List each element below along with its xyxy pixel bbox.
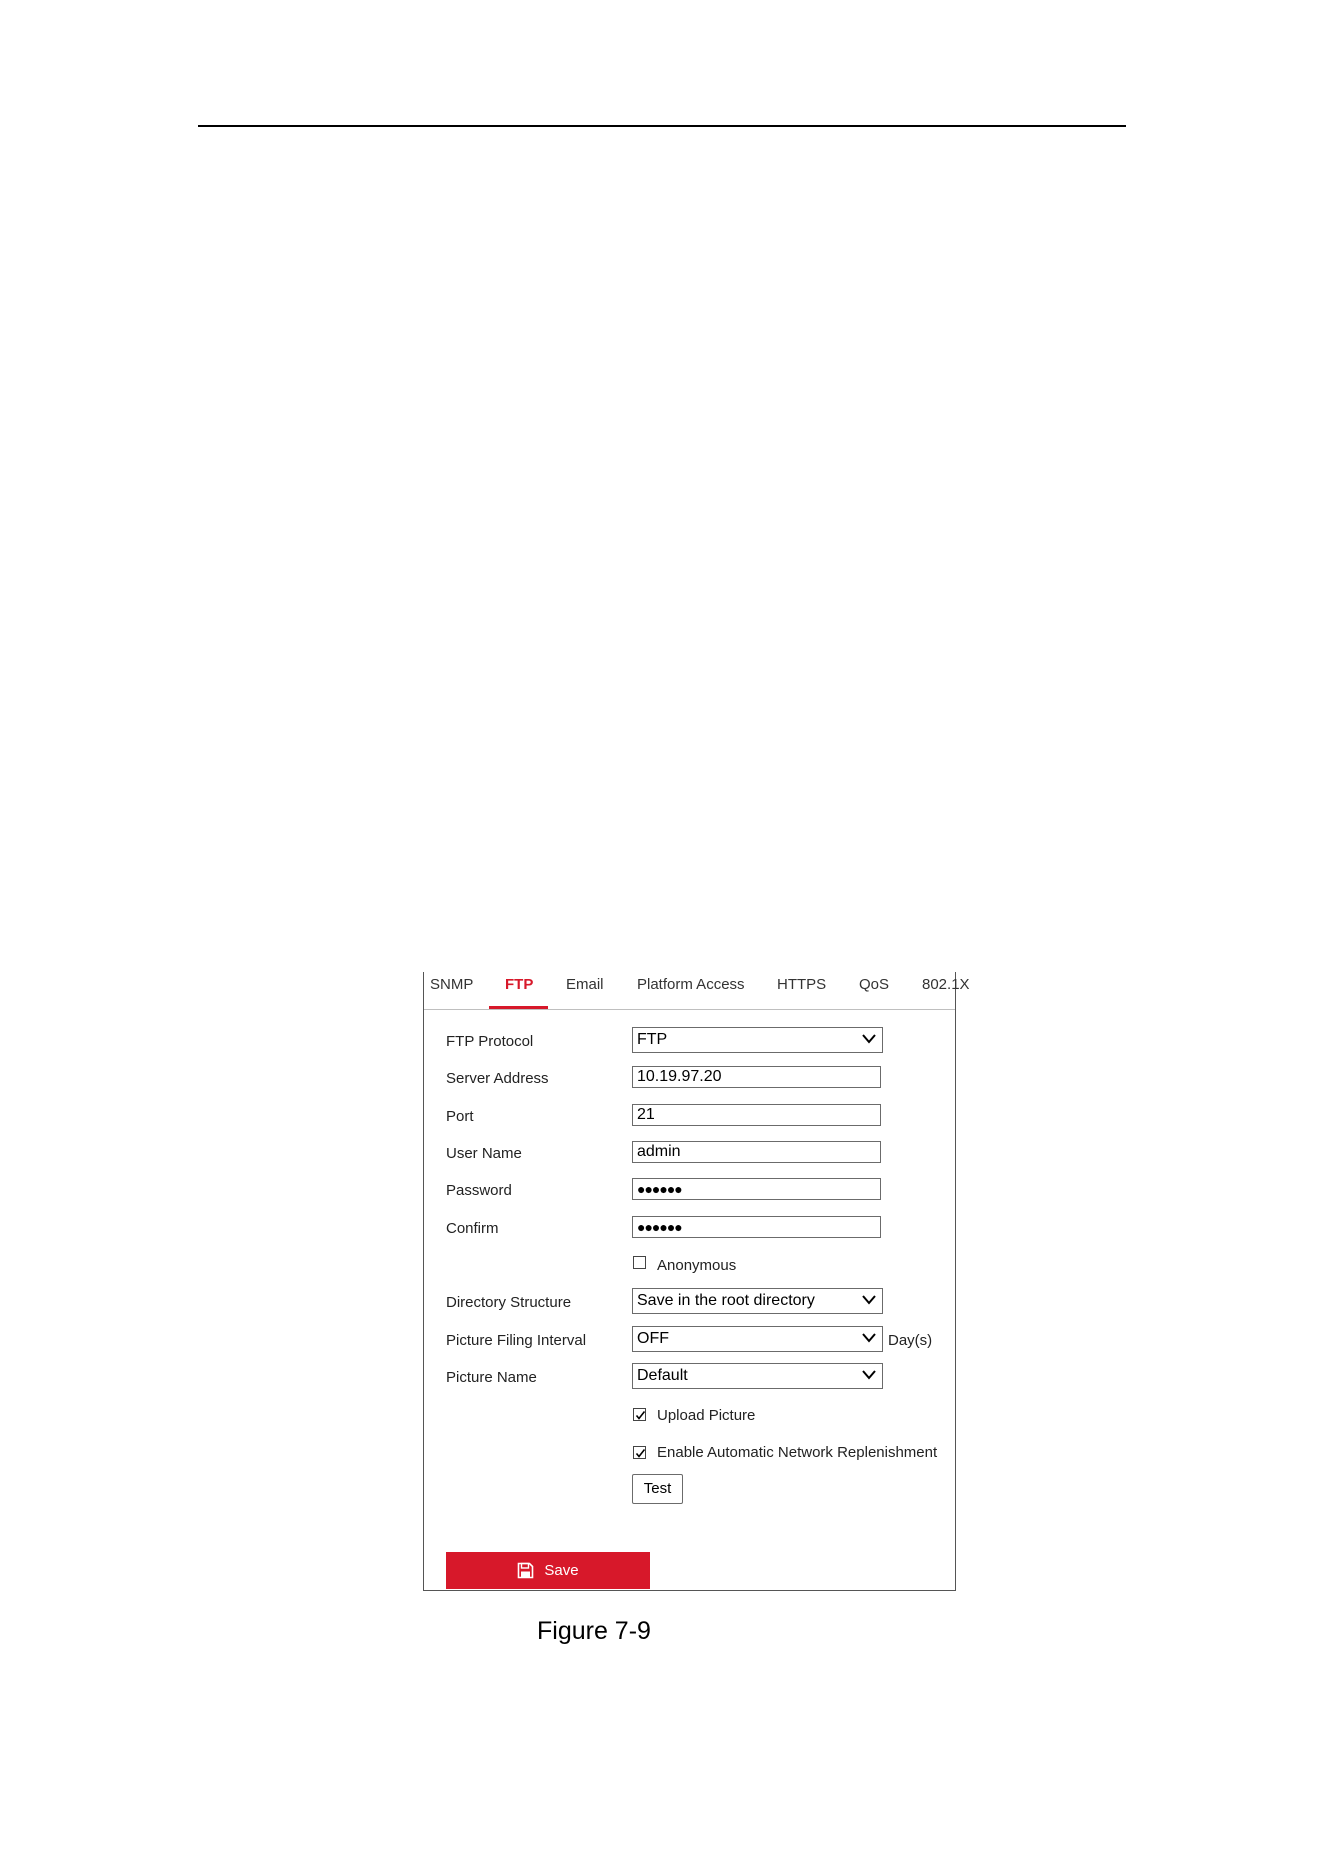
password-input[interactable]: ●●●●●●	[632, 1178, 881, 1200]
chevron-down-icon	[862, 1370, 876, 1380]
picture-filing-interval-label: Picture Filing Interval	[446, 1332, 587, 1349]
server-address-label: Server Address	[446, 1070, 549, 1087]
chevron-down-icon	[862, 1295, 876, 1305]
upload-picture-label: Upload Picture	[657, 1407, 756, 1424]
page-header-rule	[198, 125, 1126, 127]
picture-name-select[interactable]	[632, 1363, 883, 1389]
save-icon	[517, 1562, 534, 1579]
anr-checkbox[interactable]	[633, 1446, 646, 1459]
directory-structure-label: Directory Structure	[446, 1294, 572, 1311]
tab-bar	[424, 972, 970, 1010]
directory-structure-value: Save in the root directory	[637, 1292, 815, 1309]
user-name-label: User Name	[446, 1145, 522, 1162]
tab-snmp[interactable]: SNMP	[430, 976, 474, 993]
anonymous-label: Anonymous	[657, 1257, 737, 1274]
tab-qos[interactable]: QoS	[859, 976, 890, 993]
tab-https[interactable]: HTTPS	[777, 976, 827, 993]
tab-email[interactable]: Email	[566, 976, 604, 993]
user-name-input[interactable]: admin	[632, 1141, 881, 1163]
picture-name-value: Default	[637, 1367, 688, 1384]
picture-filing-interval-select[interactable]	[632, 1326, 883, 1352]
port-input[interactable]: 21	[632, 1104, 881, 1126]
ftp-protocol-label: FTP Protocol	[446, 1033, 534, 1050]
active-tab-indicator	[489, 1006, 548, 1009]
directory-structure-select[interactable]	[632, 1288, 883, 1314]
ftp-settings-panel	[423, 972, 970, 1591]
upload-picture-checkbox[interactable]	[633, 1408, 646, 1421]
checkmark-icon	[634, 1409, 647, 1422]
tab-ftp[interactable]: FTP	[505, 976, 534, 993]
chevron-down-icon	[862, 1034, 876, 1044]
ftp-protocol-select[interactable]	[632, 1027, 883, 1053]
save-button[interactable]	[446, 1552, 650, 1589]
picture-name-label: Picture Name	[446, 1369, 537, 1386]
picture-filing-interval-value: OFF	[637, 1330, 669, 1347]
tab-platform-access[interactable]: Platform Access	[637, 976, 745, 993]
figure-caption: Figure 7-9	[537, 1617, 651, 1645]
save-button-label: Save	[544, 1562, 579, 1579]
tab-802-1x[interactable]: 802.1X	[922, 976, 970, 993]
port-label: Port	[446, 1108, 474, 1125]
server-address-input[interactable]: 10.19.97.20	[632, 1066, 881, 1088]
confirm-label: Confirm	[446, 1220, 499, 1237]
test-button[interactable]: Test	[632, 1474, 683, 1504]
anr-label: Enable Automatic Network Replenishment	[657, 1444, 938, 1461]
confirm-input[interactable]: ●●●●●●	[632, 1216, 881, 1238]
password-label: Password	[446, 1182, 512, 1199]
days-suffix: Day(s)	[888, 1332, 933, 1349]
anonymous-checkbox[interactable]	[633, 1256, 646, 1269]
checkmark-icon	[634, 1447, 647, 1460]
chevron-down-icon	[862, 1333, 876, 1343]
ftp-protocol-value: FTP	[637, 1031, 668, 1048]
